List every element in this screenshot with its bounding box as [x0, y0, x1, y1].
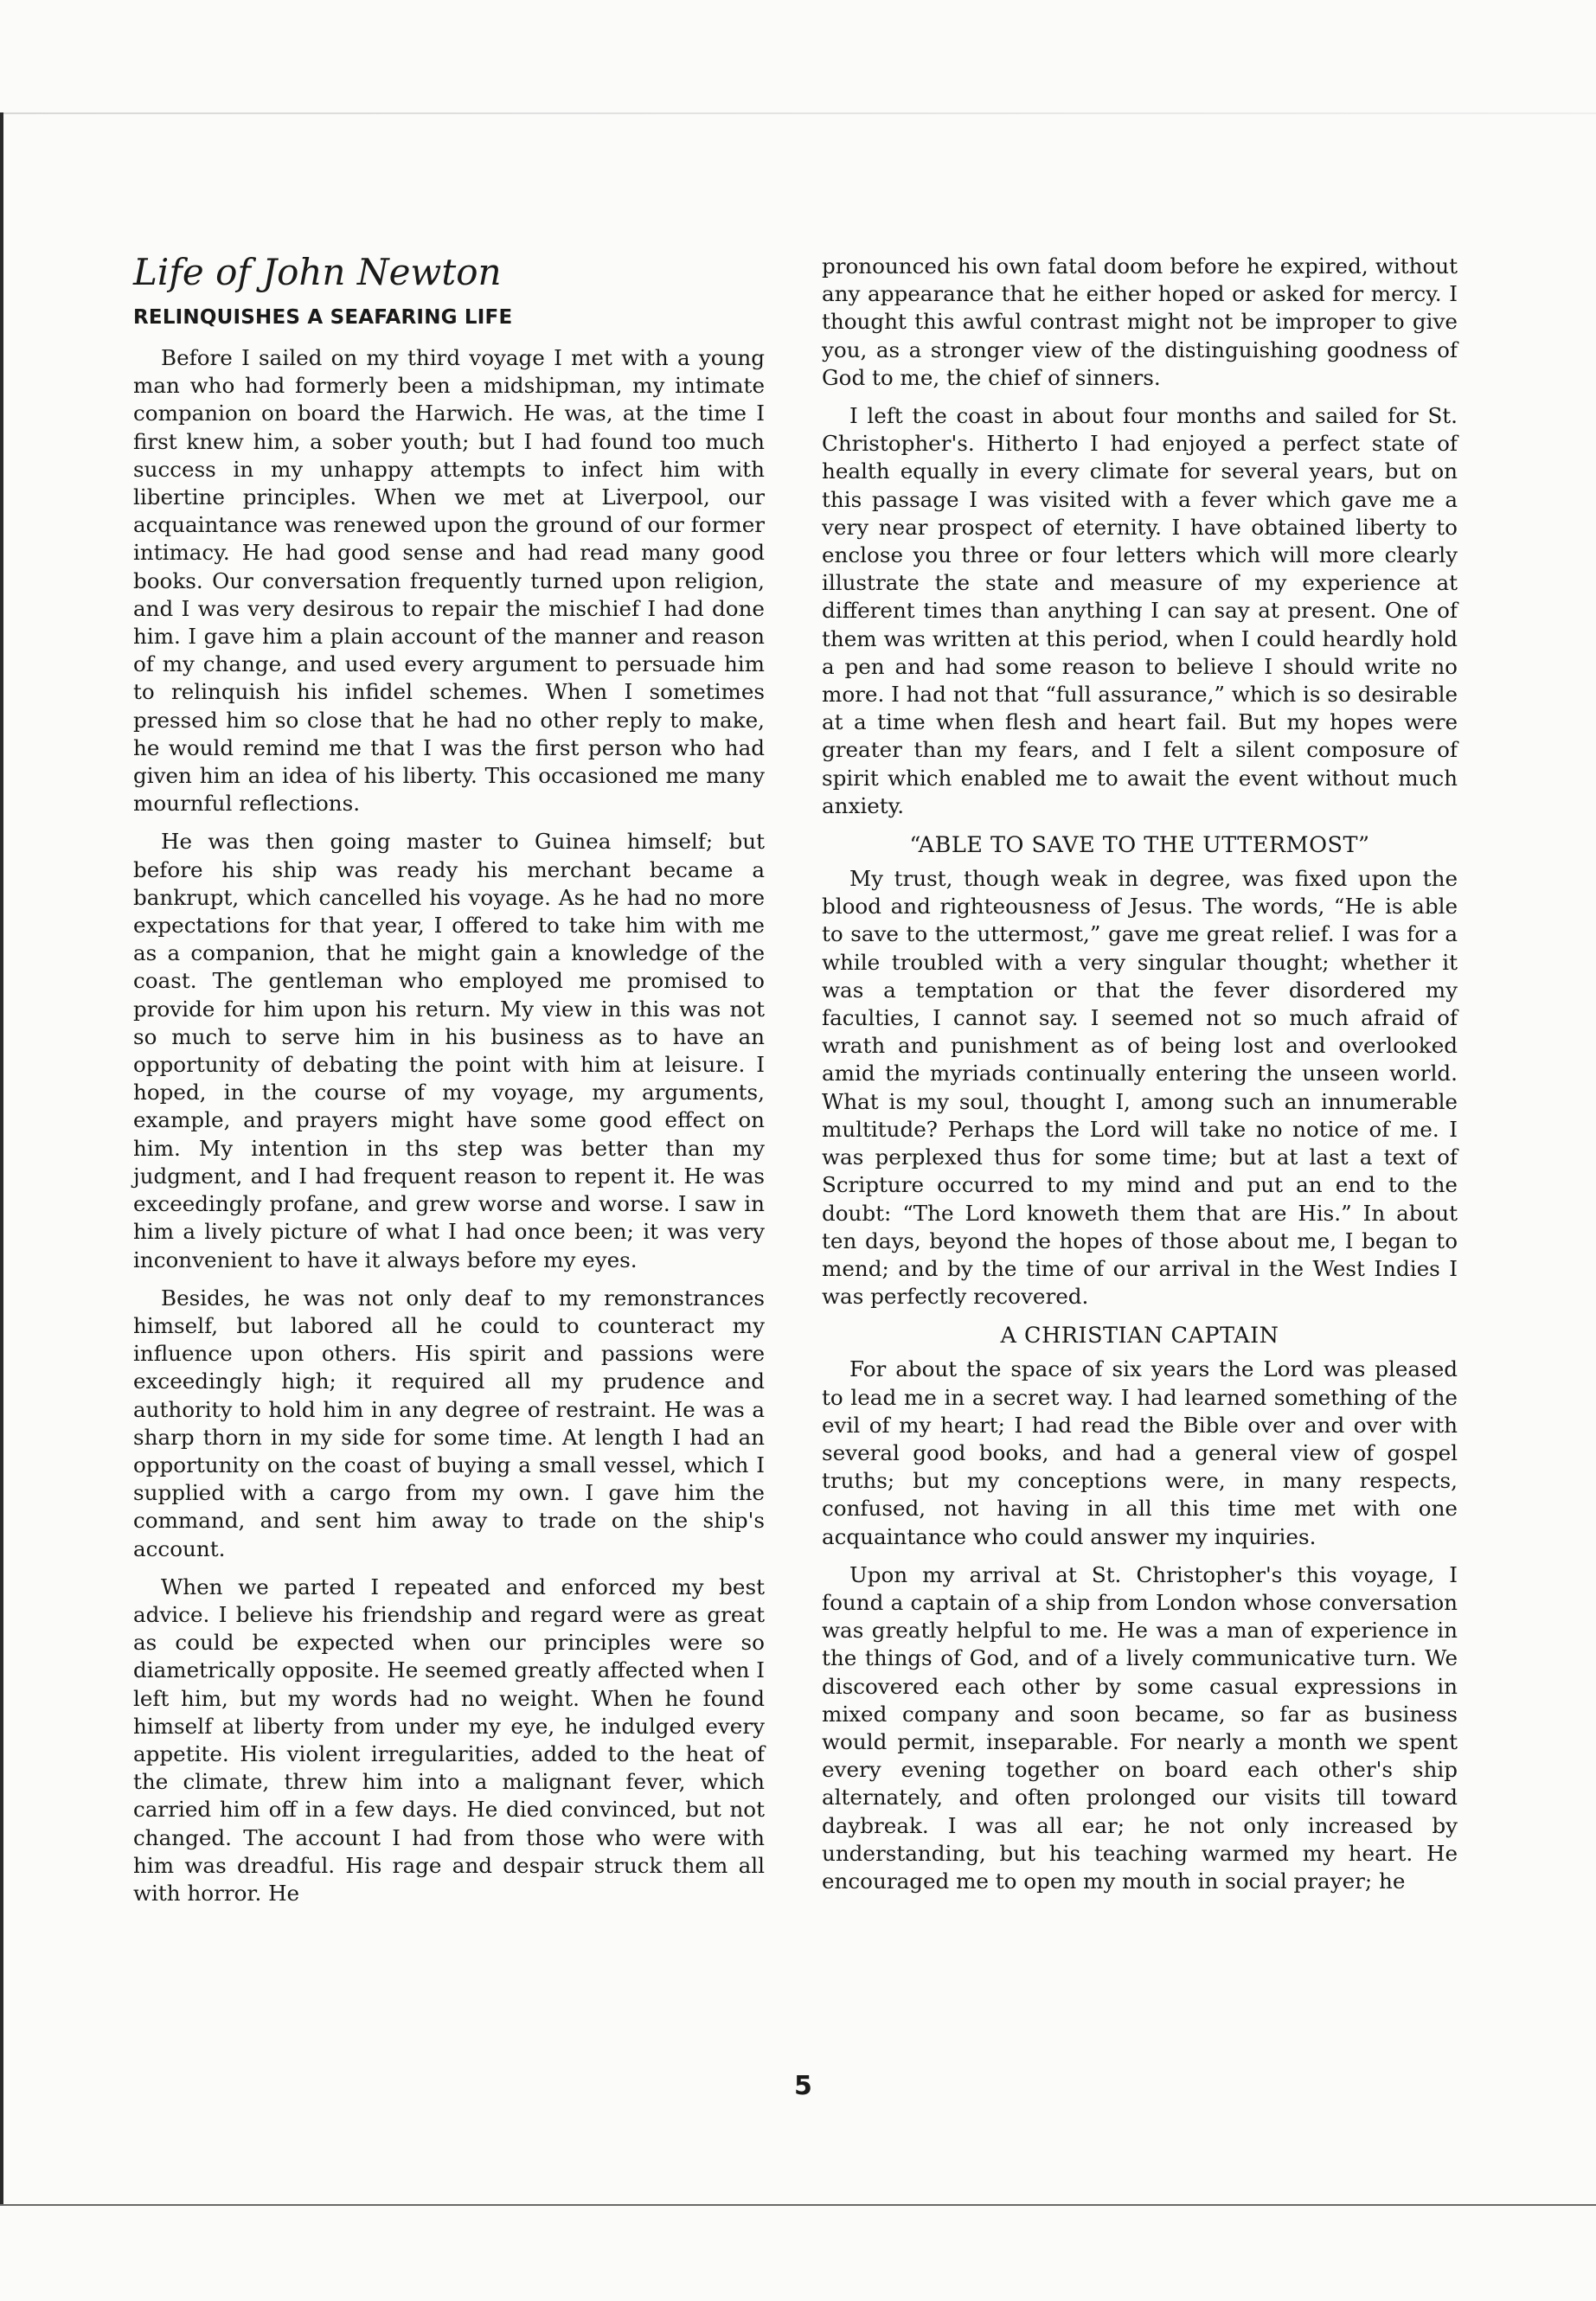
paragraph: When we parted I repeated and enforced my best advice. I believe his friendship and regard were as great as could be expected when our principles were so diametrically opposite. He seemed greatly affected when I left him, but my words had no weight. When he found himself at liberty from under my eye, he indulged every appetite. His violent irregularities, added to the heat of the climate, threw him into a malignant fever, which carried him off in a few days. He died convinced, but not changed. The account I had from those who were with him was dreadful. His rage and despair struck them all with horror. He — [133, 1574, 765, 1906]
page-edge-left — [0, 112, 3, 2206]
paragraph: Before I sailed on my third voyage I met with a young man who had formerly been a midshipman, my intimate companion on board the Harwich. He was, at the time I first knew him, a sober youth; but I had found too much success in my unhappy attempts to infect him with libertine principles. When we met at Liverpool, our acquaintance was renewed upon the ground of our former intimacy. He had good sense and had read many good books. Our conversation frequently turned upon religion, and I was very desirous to repair the mischief I had done him. I gave him a plain account of the manner and reason of my change, and used every argument to persuade him to relinquish his infidel schemes. When I sometimes pressed him so close that he had no other reply to make, he would remind me that I was the first person who had given him an idea of his liberty. This occasioned me many mournful reflections. — [133, 345, 765, 817]
paragraph: He was then going master to Guinea himself; but before his ship was ready his merchant became a bankrupt, which cancelled his voyage. As he had no more expectations for that year, I offered to take him with me as a companion, that he might gain a knowledge of the coast. The gentleman who employed me promised to provide for him upon his return. My view in this was not so much to serve him in his business as to have an opportunity of debating the point with him at leisure. I hoped, in the course of my voyage, my arguments, example, and prayers might have some good effect on him. My intention in ths step was better than my judgment, and I had frequent reason to repent it. He was exceedingly profane, and grew worse and worse. I saw in him a lively picture of what I had once been; it was very inconvenient to have it always before my eyes. — [133, 829, 765, 1272]
left-column — [133, 251, 765, 1918]
paragraph: I left the coast in about four months and sailed for St. Christopher's. Hitherto I had enjoyed a perfect state of health equally in every climate for several years, but on this passage I was visited with a fever which gave me a very near prospect of eternity. I have obtained liberty to enclose you three or four letters which will more clearly illustrate the state and measure of my experience at different times than anything I can say at present. One of them was written at this period, when I could heardly hold a pen and had some reason to believe I should write no more. I had not that “full assurance,” which is so desirable at a time when flesh and heart fail. But my hopes were greater than my fears, and I felt a silent composure of spirit which enabled me to await the event without much anxiety. — [822, 403, 1458, 818]
paragraph: Besides, he was not only deaf to my remonstrances himself, but labored all he could to counteract my influence upon others. His spirit and passions were exceedingly high; it required all my prudence and authority to hold him in any degree of restraint. He was a sharp thorn in my side for some time. At length I had an opportunity on the coast of buying a small vessel, which I supplied with a cargo from my own. I gave him the command, and sent him away to trade on the ship's account. — [133, 1285, 765, 1561]
paragraph: My trust, though weak in degree, was fixed upon the blood and righteousness of Jesus. The words, “He is able to save to the uttermost,” gave me great relief. I was for a while troubled with a very singular thought; whether it was a temptation or that the fever disordered my faculties, I cannot say. I seemed not so much afraid of wrath and punishment as of being lost and overlooked amid the myriads continually entering the unseen world. What is my soul, thought I, among such an innumerable multitude? Perhaps the Lord will take no notice of me. I was perplexed thus for some time; but at last a text of Scripture occurred to my mind and put an end to the doubt: “The Lord knoweth them that are His.” In about ten days, beyond the hopes of those about me, I began to mend; and by the time of our arrival in the West Indies I was perfectly recovered. — [822, 866, 1458, 1310]
section-heading-christian-captain: A CHRISTIAN CAPTAIN — [1000, 1323, 1279, 1349]
paragraph: pronounced his own fatal doom before he expired, without any appearance that he either hoped or asked for mercy. I thought this awful contrast might not be improper to give you, as a stronger view of the distinguishing goodness of God to me, the chief of sinners. — [822, 253, 1458, 390]
page-edge-bottom — [0, 2204, 1596, 2206]
paragraph: Upon my arrival at St. Christopher's this voyage, I found a captain of a ship from London whose conversation was greatly helpful to me. He was a man of experience in the things of God, and of a lively communicative turn. We discovered each other by some casual expressions in mixed company and soon became, so far as business would permit, inseparable. For nearly a month we spent every evening together on board each other's ship alternately, and often prolonged our visits till toward daybreak. I was all ear; he not only increased by understanding, but his teaching warmed my heart. He encouraged me to open my mouth in social prayer; he — [822, 1561, 1458, 1894]
right-column — [822, 253, 1458, 1906]
article-subtitle: RELINQUISHES A SEAFARING LIFE — [133, 306, 513, 329]
article-title: Life of John Newton — [133, 251, 502, 293]
page-number: 5 — [794, 2071, 812, 2101]
section-heading-able-to-save: “ABLE TO SAVE TO THE UTTERMOST” — [909, 832, 1370, 859]
page-edge-top — [0, 112, 1596, 114]
paragraph: For about the space of six years the Lord was pleased to lead me in a secret way. I had learned something of the evil of my heart; I had read the Bible over and over with several good books, and had a general view of gospel truths; but my conceptions were, in many respects, confused, not having in all this time met with one acquaintance who could answer my inquiries. — [822, 1356, 1458, 1549]
